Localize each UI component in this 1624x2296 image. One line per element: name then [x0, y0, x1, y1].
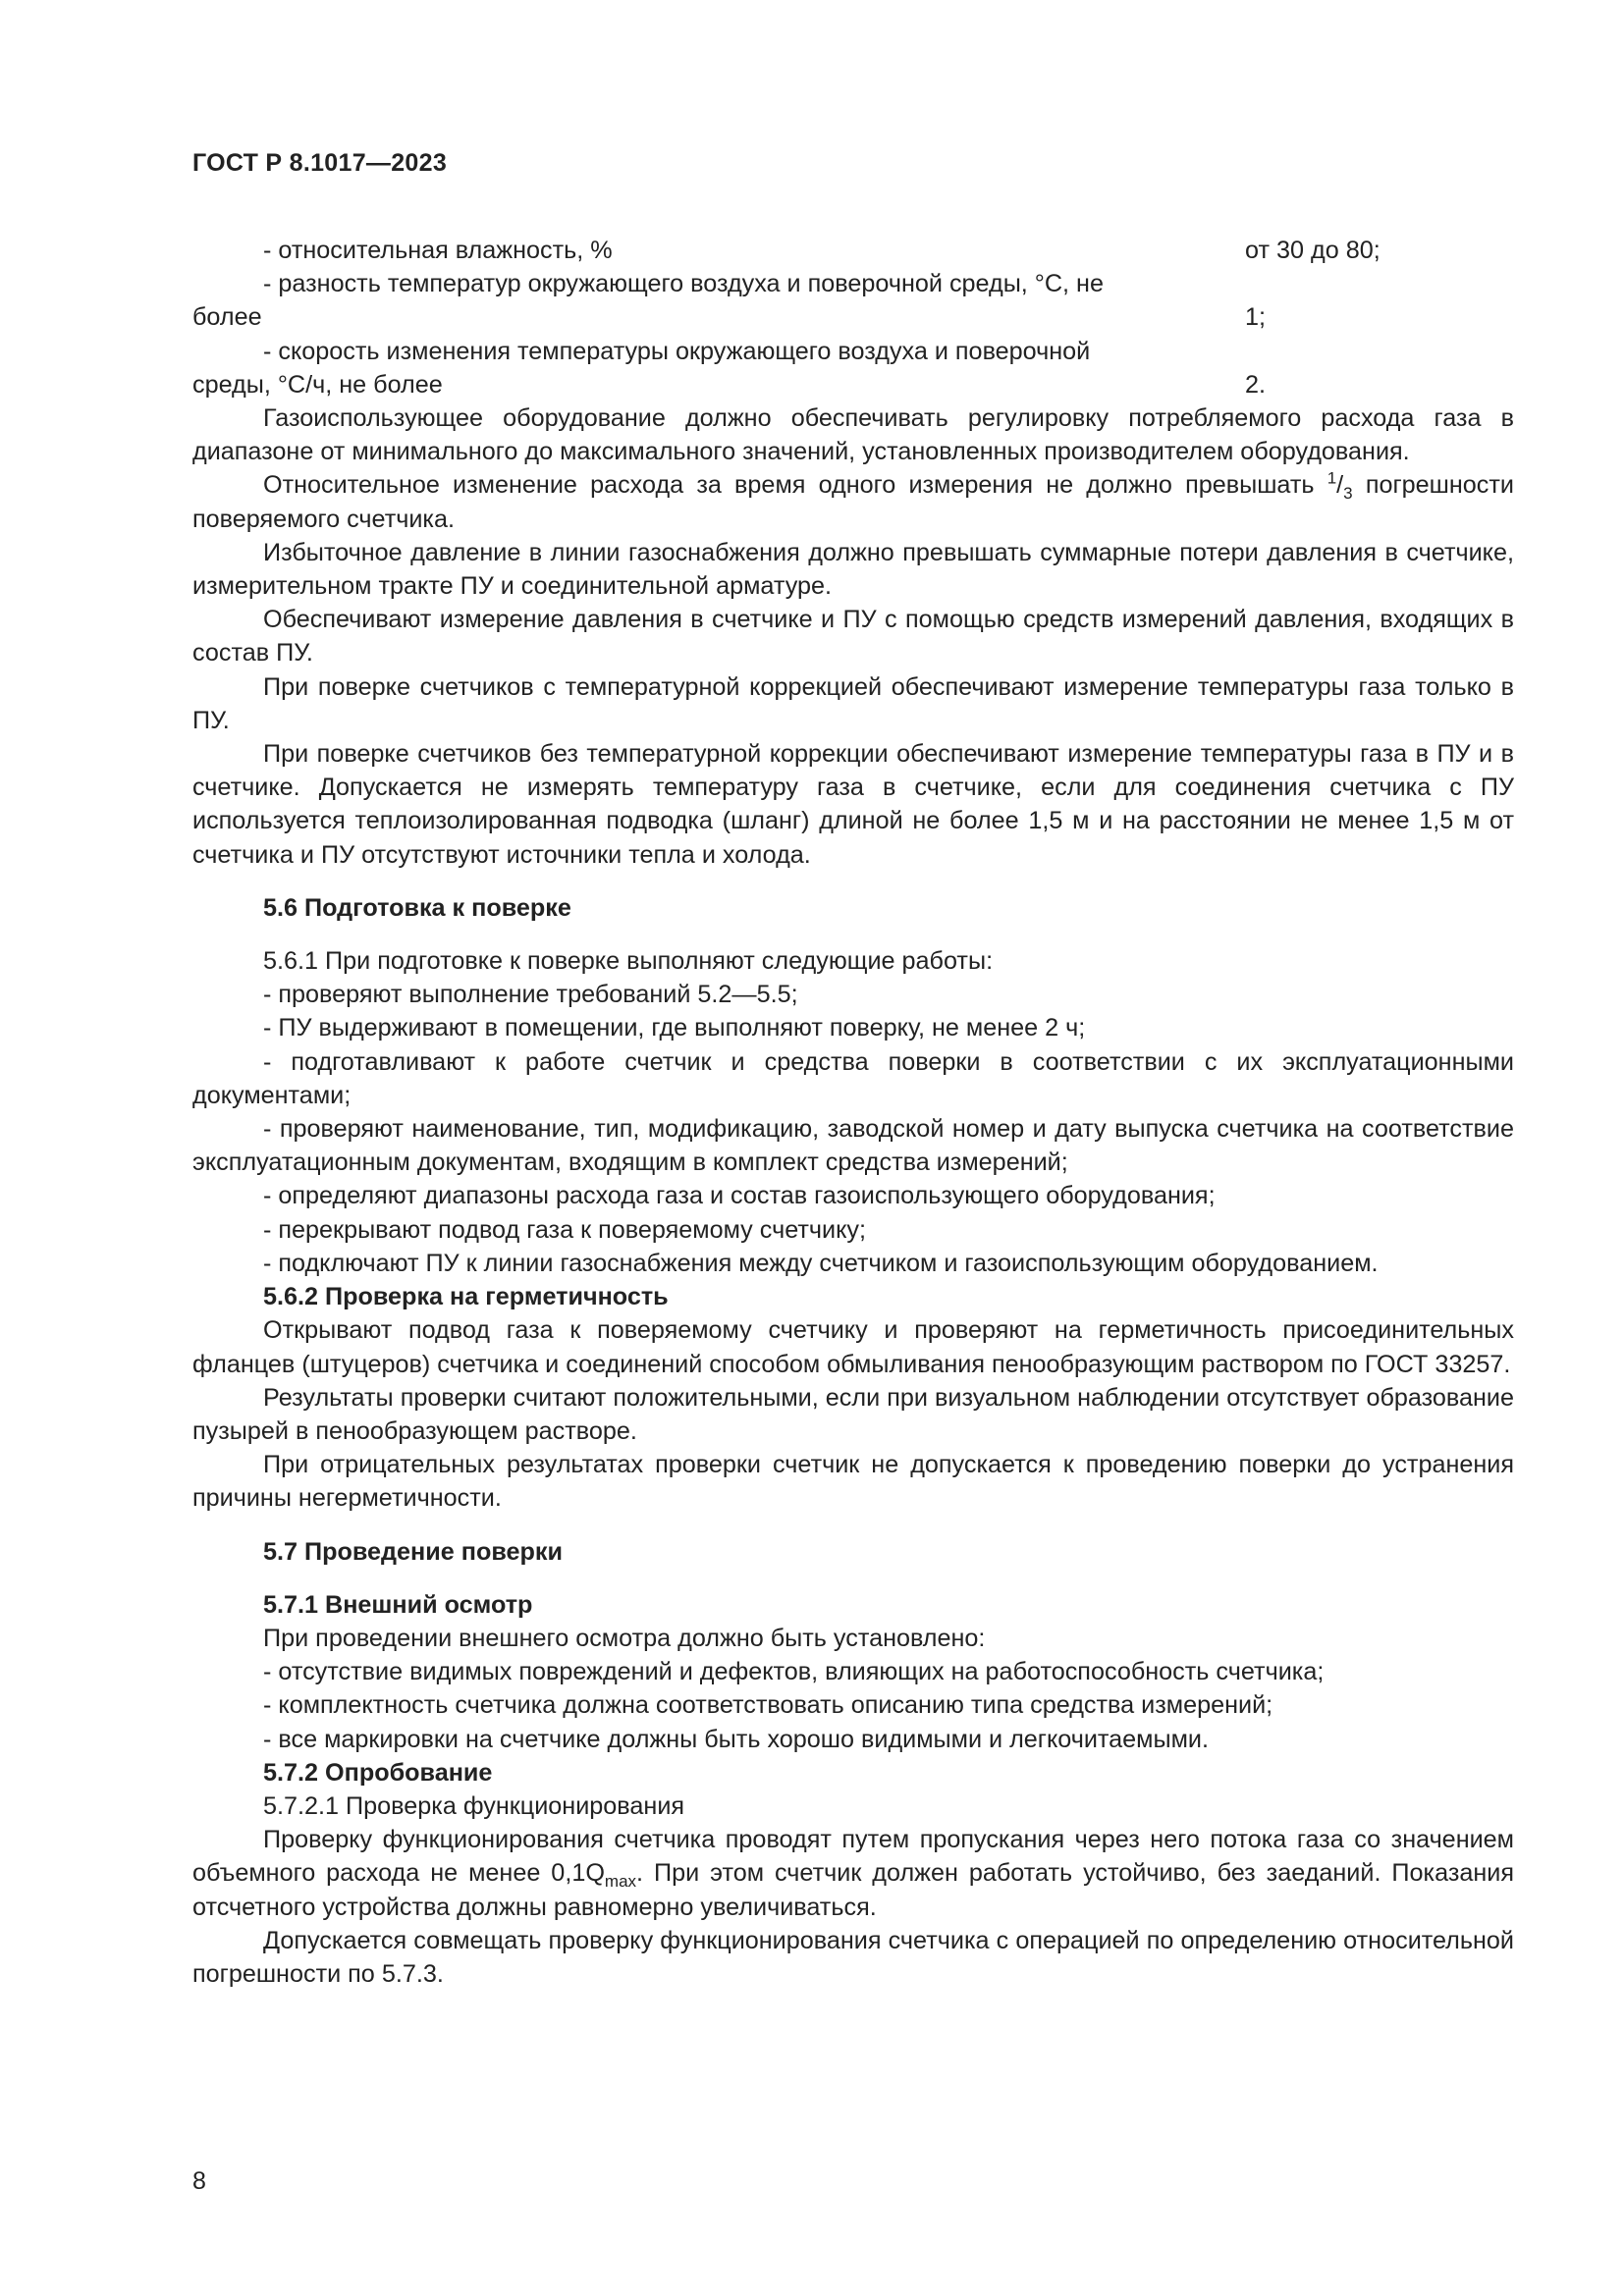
condition-row — [192, 267, 1514, 300]
list-item: - проверяют наименование, тип, модификацию, заводской номер и дату выпуска счетчика на соответствие эксплуатационным документам, входящим в комплект средства измерений; — [192, 1115, 1514, 1177]
list-item: - комплектность счетчика должна соответствовать описанию типа средства измерений; — [263, 1691, 1273, 1720]
condition-row — [192, 300, 1514, 334]
page-number: 8 — [192, 2167, 206, 2195]
paragraph-combine: Допускается совмещать проверку функционирования счетчика с операцией по определению относительной погрешности по 5.7.3. — [192, 1926, 1514, 1988]
paragraph-temp-no-correction: При поверке счетчиков без температурной коррекции обеспечивают измерение температуры газа в ПУ и в счетчике. Допускается не измерять температуру газа в счетчике, если для соединения счетчика с ПУ используется теплоизолированная подводка (шланг) длиной не более 1,5 м и на расстоянии не менее 1,5 м от счетчика и ПУ отсутствуют источники тепла и холода. — [192, 740, 1514, 869]
condition-row — [192, 234, 1514, 267]
clause-5-7-2-1: 5.7.2.1 Проверка функционирования — [263, 1791, 685, 1820]
document-body — [192, 234, 1514, 1991]
condition-text-cont: более — [192, 303, 262, 332]
list-item: - отсутствие видимых повреждений и дефектов, влияющих на работоспособность счетчика; — [263, 1658, 1325, 1686]
list-item: - все маркировки на счетчике должны быть хорошо видимыми и легкочитаемыми. — [263, 1725, 1209, 1753]
list-item: - проверяют выполнение требований 5.2—5.5; — [263, 981, 798, 1009]
condition-row — [192, 368, 1514, 401]
document-title: ГОСТ Р 8.1017—2023 — [192, 149, 448, 177]
list-item: - подготавливают к работе счетчик и средства поверки в соответствии с их эксплуатационными документами; — [192, 1047, 1514, 1109]
paragraph: Открывают подвод газа к поверяемому счетчику и проверяют на герметичность присоединительных фланцев (штуцеров) счетчика и соединений способом обмыливания пенообразующим раствором по ГОСТ 33257. — [192, 1316, 1514, 1378]
list-item: - определяют диапазоны расхода газа и состав газоиспользующего оборудования; — [263, 1182, 1216, 1210]
section-heading-5-7: 5.7 Проведение поверки — [263, 1537, 563, 1566]
condition-text: - скорость изменения температуры окружающего воздуха и поверочной — [263, 337, 1091, 365]
paragraph-functioning: Проверку функционирования счетчика проводят путем пропускания через него потока газа со значением объемного расхода не менее $0,1Q_{max}$. При этом счетчик должен работать устойчиво, без заеданий. Показания отсчетного устройства должны равномерно увеличиваться. — [192, 1826, 1514, 1921]
section-heading-5-6: 5.6 Подготовка к поверке — [263, 893, 571, 922]
list-item: - ПУ выдерживают в помещении, где выполняют поверку, не менее 2 ч; — [263, 1014, 1086, 1042]
subsection-heading-5-6-2: 5.6.2 Проверка на герметичность — [263, 1283, 669, 1311]
paragraph-temp-correction: При поверке счетчиков с температурной коррекцией обеспечивают измерение температуры газа только в ПУ. — [192, 672, 1514, 734]
paragraph: Результаты проверки считают положительными, если при визуальном наблюдении отсутствует образование пузырей в пенообразующем растворе. — [192, 1383, 1514, 1445]
condition-value: от 30 до 80; — [1245, 237, 1380, 264]
paragraph-equipment: Газоиспользующее оборудование должно обеспечивать регулировку потребляемого расхода газа в диапазоне от минимального до максимального значений, установленных производителем оборудования. — [192, 404, 1514, 466]
paragraph: При проведении внешнего осмотра должно быть установлено: — [263, 1624, 986, 1652]
subsection-intro-5-6-1: 5.6.1 При подготовке к поверке выполняют следующие работы: — [263, 947, 994, 976]
list-item: - перекрывают подвод газа к поверяемому счетчику; — [263, 1215, 866, 1244]
paragraph-pressure: Избыточное давление в линии газоснабжения должно превышать суммарные потери давления в счетчике, измерительном тракте ПУ и соединительной арматуре. — [192, 538, 1514, 601]
subsection-heading-5-7-1: 5.7.1 Внешний осмотр — [263, 1590, 533, 1619]
condition-value: 1; — [1245, 303, 1267, 332]
subsection-heading-5-7-2: 5.7.2 Опробование — [263, 1758, 493, 1787]
condition-text-cont: среды, °С/ч, не более — [192, 370, 443, 399]
paragraph-pressure-measure: Обеспечивают измерение давления в счетчике и ПУ с помощью средств измерений давления, входящих в состав ПУ. — [192, 606, 1514, 667]
condition-value: 2. — [1245, 370, 1267, 399]
condition-text: - относительная влажность, % — [263, 237, 613, 264]
condition-row — [192, 335, 1514, 368]
paragraph-flow-change: Относительное изменение расхода за время одного измерения не должно превышать $^1/_3$ погрешности поверяемого счетчика. — [192, 469, 1514, 533]
condition-text: - разность температур окружающего воздуха и поверочной среды, °С, не — [263, 270, 1104, 298]
paragraph: При отрицательных результатах проверки счетчик не допускается к проведению поверки до устранения причины негерметичности. — [192, 1451, 1514, 1513]
list-item: - подключают ПУ к линии газоснабжения между счетчиком и газоиспользующим оборудованием. — [263, 1249, 1379, 1277]
